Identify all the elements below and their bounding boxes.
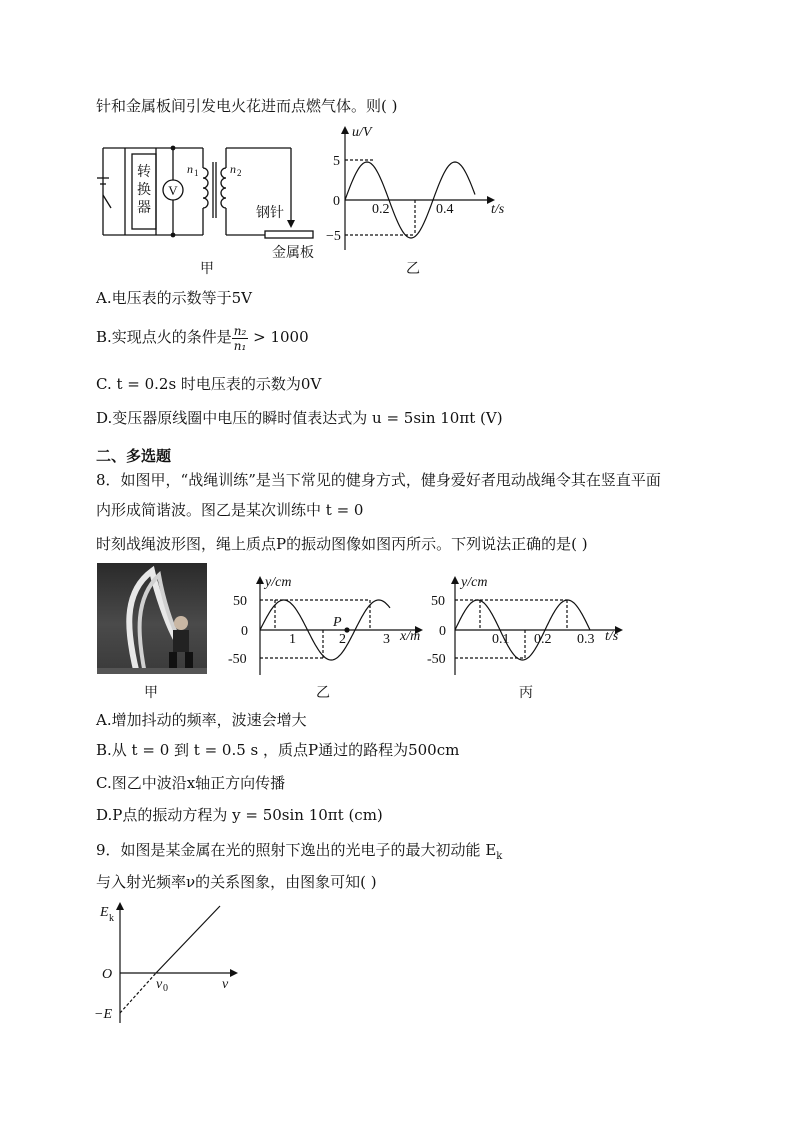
q8-option-a[interactable]: A.增加抖动的频率，波速会增大 <box>96 711 307 729</box>
q7-intro-tail: 针和金属板间引发电火花进而点燃气体。则( ) <box>96 97 398 115</box>
needle-label: 钢针 <box>256 205 284 221</box>
q7-option-b-fraction: $\frac{\text{n₂}}{\text{n₁}}$ <box>233 323 247 353</box>
q7-option-b[interactable] <box>96 322 309 353</box>
svg-text:0.2: 0.2 <box>372 202 390 217</box>
q7-option-b-prefix: B.实现点火的条件是 <box>96 328 232 346</box>
svg-text:n: n <box>230 162 236 176</box>
svg-text:0: 0 <box>333 194 340 209</box>
q8-option-b[interactable]: B.从 t = 0 到 t = 0.5 s ，质点P通过的路程为500cm <box>96 741 460 759</box>
svg-text:1: 1 <box>194 168 199 178</box>
svg-text:E: E <box>100 905 109 920</box>
caption-yi-q8: 乙 <box>316 685 330 701</box>
q7-option-d[interactable]: D.变压器原线圈中电压的瞬时值表达式为 u = 5sin 10πt (V) <box>96 409 503 427</box>
svg-text:t/s: t/s <box>605 629 619 644</box>
svg-text:−5: −5 <box>326 229 341 244</box>
q8-option-d[interactable]: D.P点的振动方程为 y = 50sin 10πt (cm) <box>96 806 383 824</box>
svg-text:y/cm: y/cm <box>265 575 292 590</box>
svg-text:u/V: u/V <box>352 125 372 140</box>
svg-text:x/m: x/m <box>400 629 421 644</box>
q7-option-a[interactable]: A.电压表的示数等于5V <box>96 289 252 307</box>
plate-label: 金属板 <box>272 245 314 261</box>
svg-text:0.3: 0.3 <box>577 632 595 647</box>
svg-text:k: k <box>109 913 114 924</box>
caption-yi-q7: 乙 <box>406 261 420 277</box>
caption-jia-q7: 甲 <box>200 261 214 277</box>
q8-vibration-graph <box>425 570 635 680</box>
q7-option-c[interactable]: C. t = 0.2s 时电压表的示数为0V <box>96 375 322 393</box>
q9-line-1: 9．如图是某金属在光的照射下逸出的光电子的最大初动能 $E_k$ <box>96 841 503 862</box>
svg-text:2: 2 <box>339 632 346 647</box>
battle-rope-photo <box>97 563 207 674</box>
caption-jia-q8: 甲 <box>144 685 158 701</box>
svg-text:0: 0 <box>439 624 446 639</box>
svg-text:n: n <box>187 162 193 176</box>
q9-graph <box>92 898 252 1026</box>
q8-line-2: 内形成简谐波。图乙是某次训练中 t = 0 <box>96 501 364 519</box>
svg-text:0: 0 <box>163 983 168 994</box>
svg-text:ν: ν <box>222 977 229 992</box>
svg-text:0.4: 0.4 <box>436 202 454 217</box>
svg-text:V: V <box>168 183 178 198</box>
converter-label: 转 换 器 <box>137 164 151 216</box>
q8-line-3: 时刻战绳波形图，绳上质点P的振动图像如图丙所示。下列说法正确的是( ) <box>96 535 588 553</box>
svg-text:2: 2 <box>237 168 242 178</box>
section-title: 二、多选题 <box>96 447 172 465</box>
svg-text:−E: −E <box>94 1007 112 1022</box>
svg-text:ν: ν <box>156 977 163 992</box>
svg-text:P: P <box>333 615 342 630</box>
svg-text:0.1: 0.1 <box>492 632 510 647</box>
q8-line-1: 8．如图甲，“战绳训练”是当下常见的健身方式，健身爱好者甩动战绳令其在竖直平面 <box>96 471 661 489</box>
svg-text:t/s: t/s <box>491 202 505 217</box>
svg-text:50: 50 <box>233 594 247 609</box>
q7-option-b-suffix: > 1000 <box>248 328 309 346</box>
svg-text:0.2: 0.2 <box>534 632 552 647</box>
svg-text:50: 50 <box>431 594 445 609</box>
svg-text:O: O <box>102 967 113 982</box>
svg-text:5: 5 <box>333 154 340 169</box>
svg-text:1: 1 <box>289 632 296 647</box>
svg-text:y/cm: y/cm <box>461 575 488 590</box>
q7-voltage-graph <box>325 120 515 260</box>
q8-wave-graph <box>225 570 430 680</box>
svg-text:3: 3 <box>383 632 390 647</box>
q8-option-c[interactable]: C.图乙中波沿x轴正方向传播 <box>96 774 286 792</box>
svg-text:0: 0 <box>241 624 248 639</box>
caption-bing-q8: 丙 <box>519 685 533 701</box>
q9-line-2: 与入射光频率ν的关系图象，由图象可知( ) <box>96 873 377 891</box>
svg-text:-50: -50 <box>427 652 446 667</box>
svg-text:-50: -50 <box>228 652 247 667</box>
